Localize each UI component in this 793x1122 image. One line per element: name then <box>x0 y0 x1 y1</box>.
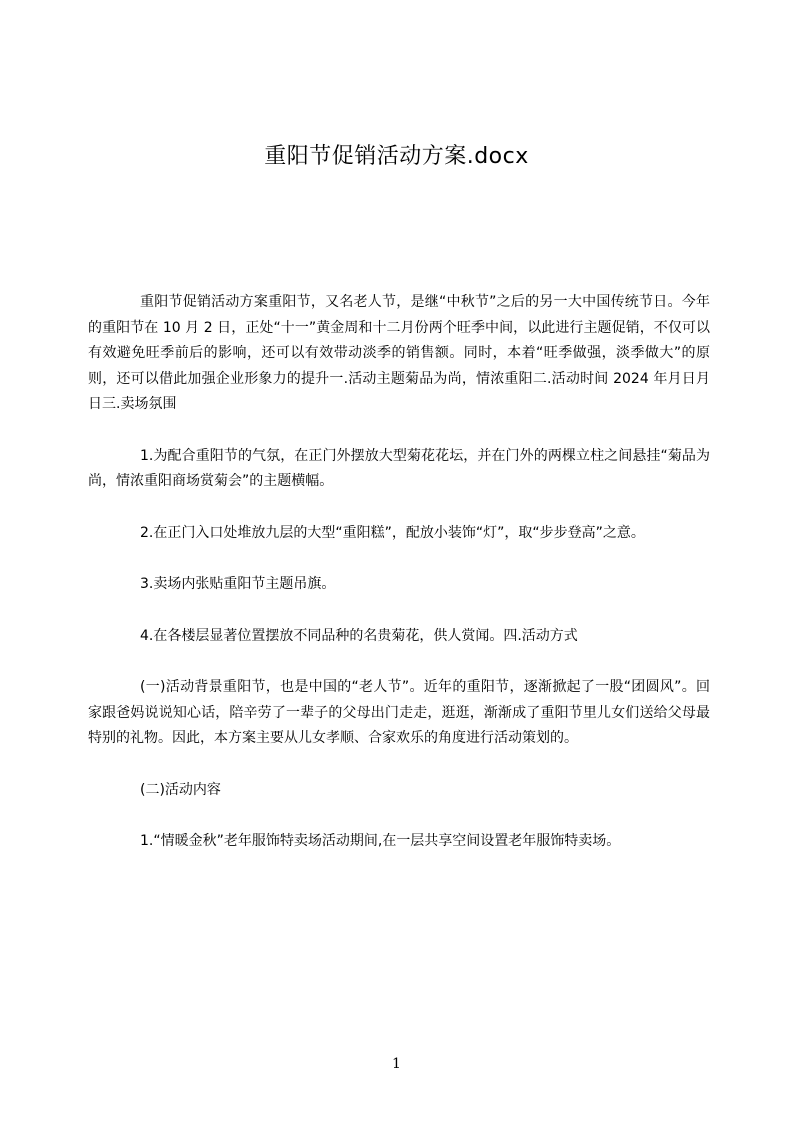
paragraph-content-item-1: 1.“情暖金秋”老年服饰特卖场活动期间,在一层共享空间设置老年服饰特卖场。 <box>140 833 621 849</box>
paragraph-content-heading: (二)活动内容 <box>140 781 221 798</box>
document-title: 重阳节促销活动方案.docx <box>264 144 529 169</box>
paragraph-item-4: 4.在各楼层显著位置摆放不同品种的名贵菊花，供人赏闻。四.活动方式 <box>140 627 578 644</box>
document-body <box>88 290 710 855</box>
paragraph-intro: 重阳节促销活动方案重阳节，又名老人节，是继“中秋节”之后的另一大中国传统节日。今年的重阳节在 10 月 2 日，正处“十一”黄金周和十二月份两个旺季中间，以此进行主题促销，不仅可以有效避免旺季前后的影响，还可以有效带动淡季的销售额。同时，本着“旺季做强，淡季做大”的原则，还可以借此加强企业形象力的提升一.活动主题菊品为尚，情浓重阳二.活动时间 2024 年月日月日三.卖场氛围 <box>88 294 710 412</box>
paragraph-item-1: 1.为配合重阳节的气氛，在正门外摆放大型菊花花坛，并在门外的两棵立柱之间悬挂“菊品为尚，情浓重阳商场赏菊会”的主题横幅。 <box>88 447 710 489</box>
page-number: 1 <box>392 1056 401 1072</box>
paragraph-item-3: 3.卖场内张贴重阳节主题吊旗。 <box>140 576 336 592</box>
paragraph-background: (一)活动背景重阳节，也是中国的“老人节”。近年的重阳节，逐渐掀起了一股“团圆风”。回家跟爸妈说说知心话，陪辛劳了一辈子的父母出门走走，逛逛，渐渐成了重阳节里儿女们送给父母最特别的礼物。因此，本方案主要从儿女孝顺、合家欢乐的角度进行活动策划的。 <box>88 679 710 746</box>
paragraph-item-2: 2.在正门入口处堆放九层的大型“重阳糕”，配放小装饰“灯”，取“步步登高”之意。 <box>140 524 645 541</box>
